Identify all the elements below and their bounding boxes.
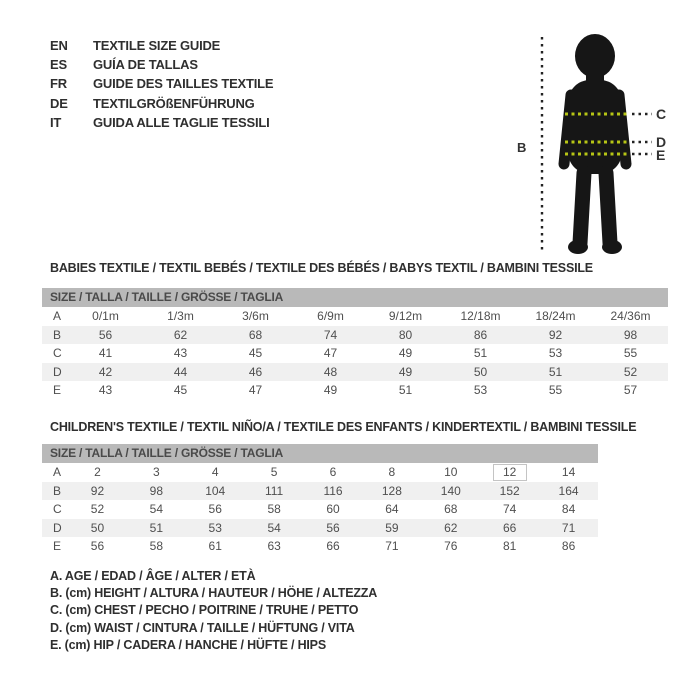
table-cell: 3: [152, 465, 160, 479]
table-cell: 5: [270, 465, 278, 479]
table-cell: 59: [385, 520, 399, 535]
language-code: ES: [50, 57, 67, 73]
row-label: A: [53, 309, 62, 323]
table-cell: 6/9m: [317, 309, 344, 323]
table-cell: 42: [98, 364, 113, 379]
table-cell: 98: [623, 327, 638, 342]
table-cell: 47: [248, 383, 263, 398]
table-cell: 49: [323, 383, 338, 398]
table-row: [42, 363, 668, 382]
table-cell: 55: [623, 346, 638, 361]
language-row: [50, 113, 273, 132]
children-size-table: [42, 444, 598, 556]
table-row: [42, 519, 598, 538]
table-cell: 61: [208, 539, 222, 554]
table-cell: 6: [329, 465, 337, 479]
table-cell: 14: [561, 465, 576, 479]
table-cell: [480, 463, 539, 482]
children-section-title: CHILDREN'S TEXTILE / TEXTIL NIÑO/A / TEXTILE DES ENFANTS / KINDERTEXTIL / BAMBINI TESSILE: [50, 420, 637, 434]
table-cell: 9/12m: [388, 309, 423, 323]
table-cell: 86: [473, 327, 488, 342]
table-cell: 3/6m: [242, 309, 269, 323]
table-cell: 53: [473, 383, 488, 398]
table-cell: 74: [323, 327, 338, 342]
table-cell: 43: [173, 346, 188, 361]
language-label: GUIDE DES TAILLES TEXTILE: [93, 76, 274, 92]
table-cell: 44: [173, 364, 188, 379]
table-cell: 1/3m: [167, 309, 194, 323]
table-cell: 71: [561, 520, 576, 535]
table-row: [42, 344, 668, 363]
row-label: D: [53, 520, 62, 535]
legend-line: B. (cm) HEIGHT / ALTURA / HAUTEUR / HÖHE / ALTEZZA: [50, 586, 378, 601]
table-cell: 50: [90, 520, 105, 535]
language-label: TEXTILGRÖßENFÜHRUNG: [93, 95, 255, 111]
row-label: E: [53, 383, 62, 398]
table-cell: 84: [561, 502, 576, 517]
table-cell: 54: [267, 520, 281, 535]
height-label: B: [517, 140, 527, 155]
language-row: [50, 74, 273, 93]
table-cell: 71: [385, 539, 399, 554]
table-cell: 64: [385, 502, 399, 517]
table-cell: 76: [444, 539, 458, 554]
table-cell: 24/36m: [610, 309, 651, 323]
language-code: EN: [50, 38, 68, 53]
table-cell: 68: [248, 327, 263, 342]
silhouette-body: [564, 34, 626, 254]
table-cell: 54: [149, 502, 164, 517]
row-label: C: [53, 346, 62, 361]
language-code: FR: [50, 76, 67, 92]
legend-line: C. (cm) CHEST / PECHO / POITRINE / TRUHE / PETTO: [50, 603, 359, 618]
table-cell: 58: [267, 502, 281, 517]
selected-size-box: 12: [493, 464, 527, 481]
table-cell: 86: [561, 539, 576, 554]
table-cell: 60: [326, 502, 340, 517]
table-row: [42, 326, 668, 345]
babies-section-title: BABIES TEXTILE / TEXTIL BEBÉS / TEXTILE DES BÉBÉS / BABYS TEXTIL / BAMBINI TESSILE: [50, 261, 593, 275]
table-row: [42, 381, 668, 400]
legend-line: D. (cm) WAIST / CINTURA / TAILLE / HÜFTUNG / VITA: [50, 620, 355, 635]
table-cell: 56: [98, 327, 113, 342]
table-cell: 111: [264, 483, 284, 498]
table-cell: 18/24m: [535, 309, 576, 323]
language-row: [50, 55, 273, 74]
table-row: [42, 307, 668, 326]
table-cell: 51: [473, 346, 488, 361]
table-cell: 43: [98, 383, 113, 398]
table-cell: 57: [623, 383, 638, 398]
child-silhouette-icon: [505, 25, 680, 260]
row-label: B: [53, 327, 62, 342]
measurement-figure: [505, 25, 680, 260]
language-label: GUÍA DE TALLAS: [93, 57, 198, 73]
language-row: [50, 36, 273, 55]
table-cell: 47: [323, 346, 338, 361]
table-cell: 0/1m: [92, 309, 119, 323]
table-cell: 164: [558, 483, 579, 498]
table-cell: 53: [208, 520, 222, 535]
table-cell: 140: [440, 483, 461, 498]
row-label: B: [53, 483, 62, 498]
table-cell: 45: [173, 383, 188, 398]
table-cell: 92: [90, 483, 105, 498]
table-row: [42, 482, 598, 501]
table-cell: 66: [503, 520, 517, 535]
row-label: E: [53, 539, 62, 554]
babies-table-header: SIZE / TALLA / TAILLE / GRÖSSE / TAGLIA: [42, 288, 668, 307]
table-cell: 51: [398, 383, 413, 398]
table-cell: 63: [267, 539, 281, 554]
table-cell: 10: [444, 465, 458, 479]
table-cell: 52: [90, 502, 105, 517]
table-cell: 98: [149, 483, 164, 498]
legend-line: E. (cm) HIP / CADERA / HANCHE / HÜFTE / HIPS: [50, 637, 326, 652]
language-code: IT: [50, 114, 62, 130]
table-cell: 41: [98, 346, 113, 361]
table-cell: 62: [444, 520, 458, 535]
row-label: D: [53, 364, 62, 379]
table-cell: 62: [173, 327, 188, 342]
row-label: C: [53, 502, 62, 517]
measurement-legend: [50, 568, 377, 654]
language-label: TEXTILE SIZE GUIDE: [93, 38, 221, 53]
table-row: [42, 500, 598, 519]
table-cell: 2: [94, 465, 101, 479]
babies-size-table: [42, 288, 668, 400]
table-cell: 51: [548, 364, 563, 379]
table-cell: 152: [499, 483, 520, 498]
table-cell: 80: [398, 327, 413, 342]
table-cell: 92: [548, 327, 563, 342]
table-row: [42, 463, 598, 482]
table-cell: 81: [503, 539, 517, 554]
legend-line: A. AGE / EDAD / ÂGE / ALTER / ETÀ: [50, 569, 256, 583]
table-cell: 50: [473, 364, 488, 379]
table-cell: 56: [90, 539, 105, 554]
table-cell: 58: [149, 539, 164, 554]
chest-label: C: [656, 106, 667, 122]
table-cell: 68: [444, 502, 458, 517]
table-cell: 46: [248, 364, 263, 379]
table-cell: 45: [248, 346, 263, 361]
row-label: A: [53, 465, 62, 479]
table-cell: 66: [326, 539, 340, 554]
table-cell: 8: [388, 465, 396, 479]
table-cell: 53: [548, 346, 563, 361]
children-table-header: SIZE / TALLA / TAILLE / GRÖSSE / TAGLIA: [42, 444, 598, 463]
table-cell: 49: [398, 346, 413, 361]
table-cell: 116: [323, 483, 343, 498]
table-cell: 48: [323, 364, 338, 379]
table-cell: 128: [381, 483, 402, 498]
table-cell: 56: [208, 502, 222, 517]
table-cell: 51: [149, 520, 164, 535]
language-code: DE: [50, 95, 68, 111]
table-cell: 74: [503, 502, 517, 517]
language-label: GUIDA ALLE TAGLIE TESSILI: [93, 114, 270, 130]
table-cell: 12/18m: [460, 309, 501, 323]
table-row: [42, 537, 598, 556]
waist-label: D: [656, 134, 667, 150]
table-cell: 52: [623, 364, 638, 379]
table-cell: 104: [205, 483, 226, 498]
language-row: [50, 94, 273, 113]
table-cell: 4: [211, 465, 219, 479]
hip-label: E: [656, 147, 666, 163]
table-cell: 49: [398, 364, 413, 379]
table-cell: 55: [548, 383, 563, 398]
table-cell: 56: [326, 520, 340, 535]
language-list: [50, 36, 273, 132]
